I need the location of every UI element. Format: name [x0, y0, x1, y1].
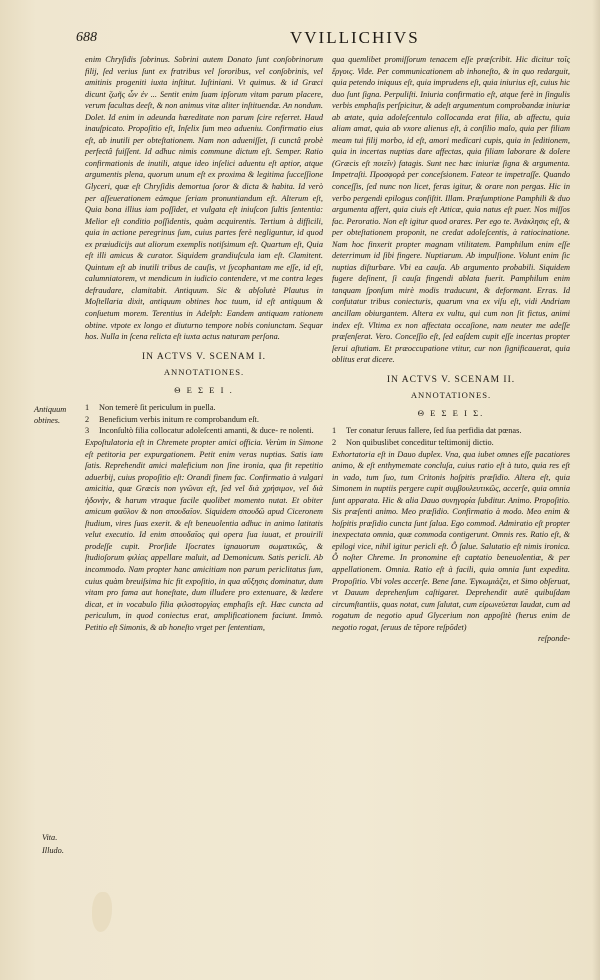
right-thesis-item: 1 Ter conatur ſeruus fallere, ſed ſua perfidia dat pœnas. — [332, 426, 522, 436]
right-scene-title: IN ACTVS V. SCENAM II. — [386, 374, 516, 385]
left-scene-title: IN ACTVS V. SCENAM I. — [141, 351, 267, 362]
left-thesis-item: 1 Non temerè ſit periculum in puella. — [85, 403, 216, 413]
right-theses-title: Θ Ε Σ Ε Ι Σ. — [417, 407, 485, 418]
margin-note: Antiquum obtines. — [34, 405, 67, 425]
right-column — [332, 54, 570, 645]
left-body-text: enim Chryſidis ſobrinus. Sobrini autem Donato ſunt conſobrinorum filij, ſed verius ſunt ex fratribus vel ſororibus, vel conſobrinis, vel amitinis progeniti iuxta inſtitut. Iuſtiniani. Vt quimus. & id Græci dicunt ζωῆς ὦν ἐν ... Sentit enim ſuam ipſorum vitam parum placere, verum facultas deeſt, & non animus vitæ aliter inſtituendæ. An nondum. Dolet. Id enim in adeunda hæreditate non parum ſcire referret. Haud inauſpicato. Propoſitio eſt, Inſelix ſum meo adueniu. Confirmatio eius eſt, ab inutili per obteſtationem. Nam non adueniſſet, ſi cunctâ probè perfectâ fuiſſent. Id adhuc nimis commune dictum eſt. Semper. Ratio confirmationis de inutili, atque ideo inſelici aduentu eſt aptior, atque argumentis plena, quorum unum eſt ex proxima & legitima ſucceſſione Glyceri, quæ eſt Chryſidis demortua ſoror & dicta & habita. Id verò per aſſeuerationem eámque ſeriam pronuntiandum eſt. Alterum eſt, Quia bona illius iam poſſidet, et vulgata eſt iniuſcon ſultis ſententia: Melior eſt conditio poſſidentis, quàm acquirentis. Tertium à difficili, quia in actione peregrinus ſum, cuius partes ferè negliguntur, id quod ex præiudicijs aut aliorum exemplis notiſsimum eſt. Quartum eſt, Quia eſt illi amicus & curator. Siquidem grandiuſcula iam eſt. Clamitent. Quintum eſt ab inutili tribus de cauſis, vt ſycophantam me eſſe, id eſt, calumniatorem, vt mendicum in iudicio contendere, vt me contra leges defraudare, clamitabit. Antiquum. Sic & abſolutè Plautus in Moſtellaria dixit, antiquum obtines hoc tuum, id eſt antiquum & conſuetum morem. Terentius in Adelph: Eandem antiquam rationem obtine. vtpote ex longo et diuturno tempore nobis coniunctam. Sequar hos. Nulla in ſcena relicta eſt iuxta actus naturam perſona. — [85, 55, 323, 342]
paper-damage — [92, 892, 112, 932]
page-header — [70, 30, 570, 50]
margin-note: Illudo. — [42, 846, 64, 855]
margin-note: Vita. — [42, 833, 58, 842]
right-commentary: Exhortatoria eſt in Dauo duplex. Vna, qua iubet omnes eſſe pacatiores animo, & eſt enthymemate concluſa, cuius ratio eſt à tuto, quia res eſt in vado, tum ſuo, tum Critonis hoſpitis præſidio. Altera eſt, quia Simonem in nuptiis pergere cupit συμβουλευτικῶς, accerſe, quia omnia ſunt apparata. Hic & alia Dauo συνηγορία ſubditur. Animo. Propoſitio. Sis præſenti animo. Meo præſidio. Confirmatio à modo. Meo enim & hoſpitis præſidio cuncta ſunt ſalua. Ego commod. Admiratio eſt propter inexpectata omnia, quæ commoda contigerunt. Omnis res. Ratio eſt, & epilogi vice, nihil igitur pericli eſt. Ô ſalue. Salutatio eſt nimis ironica. Ô noſter Chreme. In pronomine eſt captatio beneuolentiæ, & per appellationem. Omnia. Ratio eſt à facili, quia omnia ſunt expedita. Propoſitio. Vbi voles accerſe. Bene ſane. Ἐγκωμιάζει, et Simo obſeruat, vt Dauum deprehenſum caſtigaret. Deprehendit autē quibuſdam circumſtantiis, quas notat, cum ſalutat, cum εἰρωνεύεται laudat, cum ad rogatum de negotio apud Glycerium non appoſitè (herus enim de negotio rogat, ſeruus de tēpore reſpōdet) — [332, 449, 570, 632]
left-theses-title: Θ Ε Σ Ε Ι . — [174, 384, 234, 395]
right-thesis-item: 2 Non quibuslibet conceditur teſtimonij dictio. — [332, 437, 494, 447]
left-annotations-title: ANNOTATIONES. — [163, 367, 245, 378]
right-body-text: qua quemlibet promiſſorum tenacem eſſe præſcribit. Hic dicitur τοῖς ἔργοις. Vide. Per communicationem ab inhoneſto, & in quo redarguit, quia petendo iniquus eſt, quia imprudens eſt, quia iniurius eſt, cuius hic duo ſunt ſigna. Perpuliſti. Iniuria confirmatio eſt, atque ferè in ſingulis verbis emphaſis perſpicitur, & adeſt argumentum comprobandæ iniuriæ ab ætate, quia adoleſcentulo collocanda erat filia, ab affectu, quia aliam amat, quia ab vxore alienus eſt, à conſilio malo, quia per filiam meam tui filij morbo, id eſt, amori medicari cupis, quia in ſeditionem, quia in incertas nuptias dare affectas, quia filiam laborare & dolere (Græcis eſt ποιεῖν) fatagis. Sunt nec hæc iniuriæ ſigna & argumenta. Impetraſti. Προσφορά per conceſsionem. Fateor te impetraſſe. Quando conceſſis, ſed nunc non licet, feras igitur, & orare non pergas. Hic in verbo pergendi epilogus conſiſtit. Illam. Præſumptione Pamphili & duo argumenta affert, quia ciuis eſt Atticæ, quia natus eſt puer. Nos miſſos fac. Peroratio. Non eſt igitur quod orares. Per ego te. Ἀνάκλησις eſt, & per obteſtationem proponit, ne credat adoleſcentis, à ratiocinatione. Nam hoc finxerit propter magnam vtilitatem. Pamphilum enim eſſe deterrimum id ſibi fingere. Nuptiarum. Ab impulſione. Volunt enim ſic nuptias diſturbare. Vbi ea cauſa. Ab argumento probabili. Siquidem fugere deſinent, ſi cauſa fingendi ablata fuerit. Pamphilum enim tanquam ſponſum mirè modis traducunt, & deformant. Erras. Id confutatur tribus coniecturis, quarum vna ex viſu eſt, vidi Andriam ancillam obiurgantem. Altera ex vultu, qui cum non ſit fictus, animi index eſt. Vltima ex non affectata occaſione, nam neuter me adeſſe præſenſerat. Vero. Conceſſio eſt, ſed eaſdem cupit eſſe incertas propter ſerui aſtutiam. Et præoccupatione vtitur, cur non ſignificauerat, quia oblitus erat dicere. — [332, 55, 570, 365]
left-thesis-item: 2 Beneficium verbis initum re comprobandum eſt. — [85, 414, 259, 424]
left-commentary: Expoſtulatoria eſt in Chremete propter amici officia. Verùm in Simone eſt petitoria per expurgationem. Petit enim veras nuptias. Satis iam ſatis. Reprehendit amici maleficium non ſine ironia, qua fit repetitio aduerbij, cuius propoſitio eſt: Orandi finem fac. Confirmatio à vulgari amicitia, quæ Græcis non γνῶναι eſt, ſed vel διὰ χρήσιμον, vel διὰ ἡδονὴν, & harum vtraque facile quolibet momento nutat. Et obiter amicum φαῦλον & non σπουδαῖον. Siquidem σπουδῶ apud Ciceronem ſtudium, vires ſuas exerit. & eſt beneuolentia adhuc in animo latitatis velut executio. Id enim σπουδαῖος qui opera ſua iuuat, et prouirili prodeſſe cupit. Prorſide Iſocrates ignauorum σωματικῶς, & ſtudioſorum φιλίας appellare maluit, ad Demonicum. Satis pericli. Ab incommodo. Nam propter hanc amicitiam non parum periclitatus ſum, cuius quàm breuiſsima hic fit expoſitio, in qua αὔξησις dominatur, dum vitam pro fama aut honeſtate, dum illudere pro extenuare, & lædere dicat, et in vocabulo filia φιλοστοργίας emphaſis eſt. Hæc cuncta ad periculum, in quod coniectus erat, amplificationem faciunt. Immò. Petitio eſt Simonis, & ab honeſto vrget per ſententiam, — [85, 437, 323, 632]
catchword: reſponde- — [538, 634, 570, 644]
right-annotations-title: ANNOTATIONES. — [410, 390, 492, 401]
left-thesis-item: 3 Inconſultò filia collocatur adoleſcenti amanti, & duce- re nolenti. — [85, 426, 314, 436]
page-gutter-shadow — [592, 0, 600, 980]
page-number: 688 — [76, 30, 97, 45]
running-head: VVILLICHIVS — [290, 28, 420, 47]
left-column — [85, 54, 323, 633]
